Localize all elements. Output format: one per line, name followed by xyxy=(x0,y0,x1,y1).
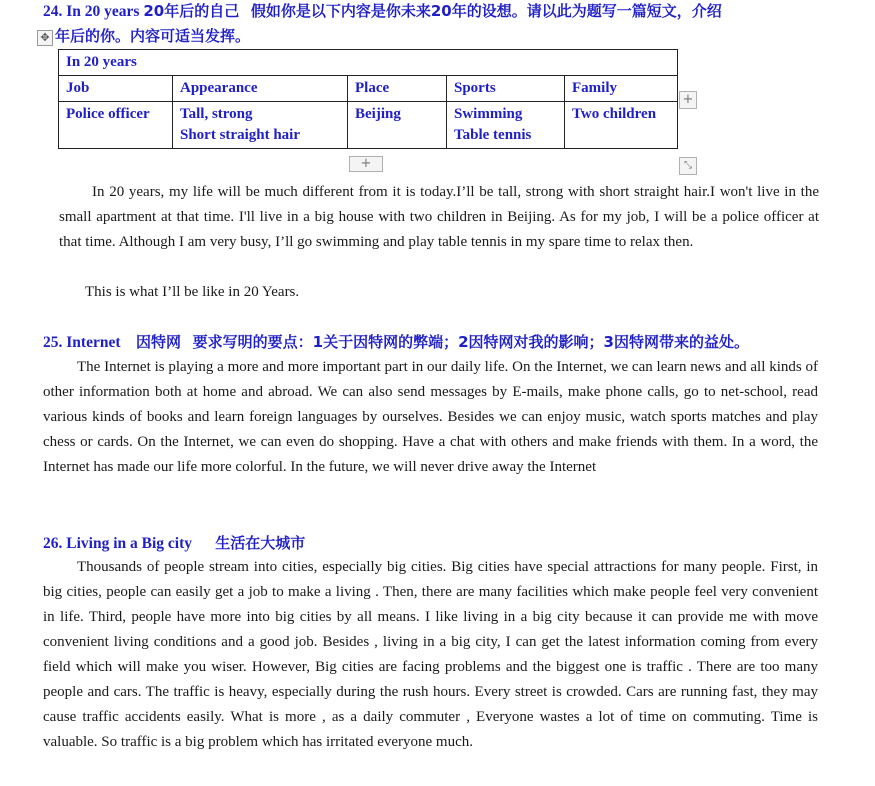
section-24-chinese-title: 20年后的自己 xyxy=(143,2,240,20)
cell-appearance-value-2: Short straight hair xyxy=(180,127,300,143)
cell-job-value: Police officer xyxy=(66,106,150,122)
section-25-title: 25. Internet xyxy=(43,334,121,351)
plan-table xyxy=(58,49,678,149)
resize-icon: ⤡ xyxy=(684,160,692,171)
section-26-heading xyxy=(43,533,305,554)
section-25-essay xyxy=(43,355,818,480)
cell-family xyxy=(565,102,678,149)
table-title-cell: In 20 years xyxy=(59,50,678,76)
section-24-essay xyxy=(59,180,819,255)
section-25-chinese-title: 因特网 xyxy=(136,333,182,351)
table-move-icon[interactable] xyxy=(37,30,53,46)
header-appearance: Appearance xyxy=(173,76,348,102)
plus-icon: + xyxy=(360,156,372,171)
table-title-row xyxy=(59,50,678,76)
section-24-instruction-line2: 年后的你。内容可适当发挥。 xyxy=(55,27,251,45)
section-24-instruction xyxy=(55,26,250,47)
section-25-heading xyxy=(43,332,749,353)
section-26-essay-text: Thousands of people stream into cities, especially big cities. Big cities have special attractions for many people. First, in big cities, people can easily get a job to make a living . Then, there are many facilities which make people feel very convenient in life. Third, people have more into big cities by all means. I like living in a big city because it can provide me with move convenient living conditions and a good job. Besides , living in a big city, I can get the latest information coming from every field which will make you wiser. However, Big cities are facing problems and the biggest one is traffic . There are too many people and cars. The traffic is heavy, especially during the rush hours. Every street is crowded. Cars are running fast, they may cause traffic accidents easily. What is more , as a daily commuter , Everyone wastes a lot of time on commuting. Time is valuable. So traffic is a big problem which has irritated everyone much. xyxy=(43,559,818,750)
header-job: Job xyxy=(59,76,173,102)
header-place: Place xyxy=(348,76,447,102)
section-26-chinese-title: 生活在大城市 xyxy=(215,534,306,552)
cell-sports-value-2: Table tennis xyxy=(454,127,532,143)
cell-appearance xyxy=(173,102,348,149)
move-glyph: ✥ xyxy=(40,31,50,44)
plus-icon: + xyxy=(682,92,694,107)
cell-job xyxy=(59,102,173,149)
table-resize-handle[interactable] xyxy=(679,157,697,175)
section-24-instruction-line1: 假如你是以下内容是你未来20年的设想。请以此为题写一篇短文，介绍 xyxy=(250,2,722,20)
section-24-essay-text: In 20 years, my life will be much different from it is today.I’ll be tall, strong with short straight hair.I won't live in the small apartment at that time. I'll live in a big house with two children in Beijing. As for my job, I will be a police officer at that time. Although I am very busy, I’ll go swimming and play table tennis in my spare time to relax then. xyxy=(59,184,819,250)
cell-family-value: Two children xyxy=(572,106,657,122)
add-row-button[interactable] xyxy=(349,156,383,172)
section-24-closing: This is what I’ll be like in 20 Years. xyxy=(85,284,300,300)
section-25-requirements: 要求写明的要点：1关于因特网的弊端；2因特网对我的影响；3因特网带来的益处。 xyxy=(192,333,749,351)
section-25-essay-text: The Internet is playing a more and more important part in our daily life. On the Internet, we can learn news and all kinds of other information both at home and abroad. We can also send messages by E-mails, make phone calls, go to net-school, read various kinds of books and learn foreign languages by ourselves. Besides we can enjoy music, watch sports matches and play chess or cards. On the Internet, we can even do shopping. Have a chat with others and make friends with them. In a word, the Internet has made our life more colorful. In the future, we will never drive away the Internet xyxy=(43,359,818,475)
add-column-button[interactable] xyxy=(679,91,697,109)
table-row xyxy=(59,102,678,149)
section-24-title: 24. In 20 years xyxy=(43,3,140,20)
cell-appearance-value-1: Tall, strong xyxy=(180,106,253,122)
cell-place-value: Beijing xyxy=(355,106,401,122)
table-header-row xyxy=(59,76,678,102)
section-26-title: 26. Living in a Big city xyxy=(43,535,192,552)
cell-sports-value-1: Swimming xyxy=(454,106,523,122)
header-family: Family xyxy=(565,76,678,102)
cell-sports xyxy=(447,102,565,149)
header-sports: Sports xyxy=(447,76,565,102)
section-26-essay xyxy=(43,555,818,755)
cell-place xyxy=(348,102,447,149)
section-24-heading xyxy=(43,1,722,22)
